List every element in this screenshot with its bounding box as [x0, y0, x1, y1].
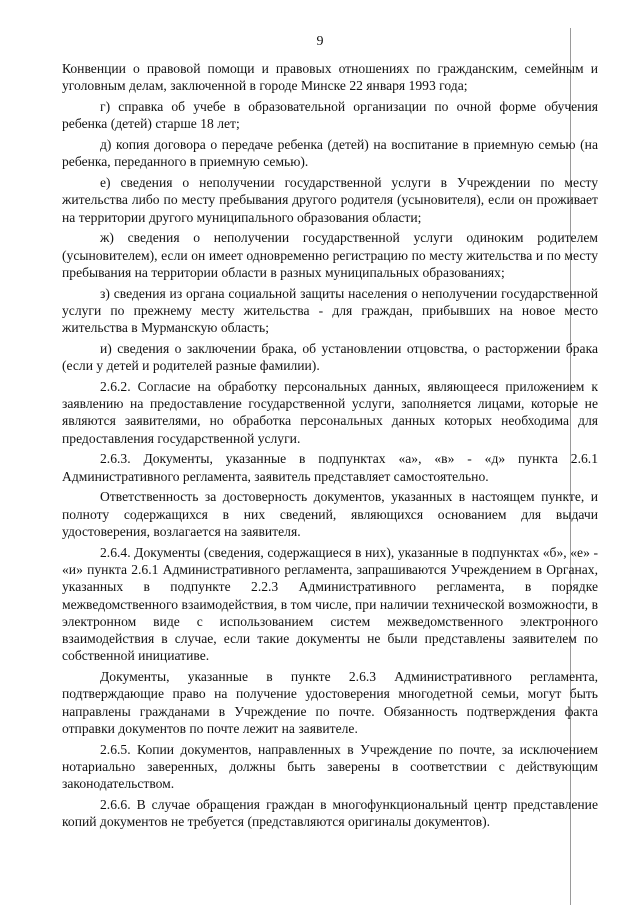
paragraph: 2.6.3. Документы, указанные в подпунктах «а», «в» - «д» пункта 2.6.1 Административного регламента, заявитель представляет самостоятельно. — [62, 451, 598, 484]
paragraph: г) справка об учебе в образовательной организации по очной форме обучения ребенка (детей) старше 18 лет; — [62, 98, 598, 132]
paragraph: д) копия договора о передаче ребенка (детей) на воспитание в приемную семью (на ребенка, переданного в приемную семью). — [62, 136, 598, 170]
paragraph: Документы, указанные в пункте 2.6.3 Административного регламента, подтверждающие право на получение удостоверения многодетной семьи, могут быть направлены гражданами в Учреждение по почте. Обязанность подтверждения факта отправки документов по почте лежит на заявителе. — [62, 669, 598, 736]
paragraph: 2.6.5. Копии документов, направленных в Учреждение по почте, за исключением нотариально заверенных, должны быть заверены в соответствии с действующим законодательством. — [62, 741, 598, 792]
document-body — [62, 60, 598, 834]
paragraph: и) сведения о заключении брака, об установлении отцовства, о расторжении брака (если у детей и родителей разные фамилии). — [62, 340, 598, 374]
paragraph: 2.6.6. В случае обращения граждан в многофункциональный центр представление копий документов не требуется (представляются оригиналы документов). — [62, 796, 598, 830]
paragraph: з) сведения из органа социальной защиты населения о неполучении государственной услуги по прежнему месту жительства - для граждан, прибывших на новое место жительства в Мурманскую область; — [62, 285, 598, 336]
paragraph: 2.6.4. Документы (сведения, содержащиеся в них), указанные в подпунктах «б», «е» - «и» пункта 2.6.1 Административного регламента, запрашиваются Учреждением в Органах, указанных в подпункте 2.2.3 Административного регламента, в порядке межведомственного взаимодействия, в том числе, при наличии технической возможности, в электронном виде с использованием систем межведомственного электронного взаимодействия в случае, если такие документы не были представлены заявителем по собственной инициативе. — [62, 544, 598, 664]
paragraph: ж) сведения о неполучении государственной услуги одиноким родителем (усыновителем), если он имеет одновременно регистрацию по месту жительства и по месту пребывания на территории области в разных муниципальных образованиях; — [62, 230, 598, 280]
paragraph: 2.6.2. Согласие на обработку персональных данных, являющееся приложением к заявлению на предоставление государственной услуги, заполняется лицами, которые не являются заявителями, но обработка персональных данных которых необходима для предоставления государственной услуги. — [62, 378, 598, 446]
paragraph: Ответственность за достоверность документов, указанных в настоящем пункте, и полноту содержащихся в них сведений, являющихся основанием для выдачи удостоверения, возлагается на заявителя. — [62, 489, 598, 539]
paragraph: Конвенции о правовой помощи и правовых отношениях по гражданским, семейным и уголовным делам, заключенной в городе Минске 22 января 1993 года; — [62, 61, 598, 94]
page-number: 9 — [316, 34, 324, 49]
paragraph: е) сведения о неполучении государственной услуги в Учреждении по месту жительства либо по месту пребывания другого родителя (усыновителя), если он проживает на территории другого муниципального образования области; — [62, 174, 598, 225]
